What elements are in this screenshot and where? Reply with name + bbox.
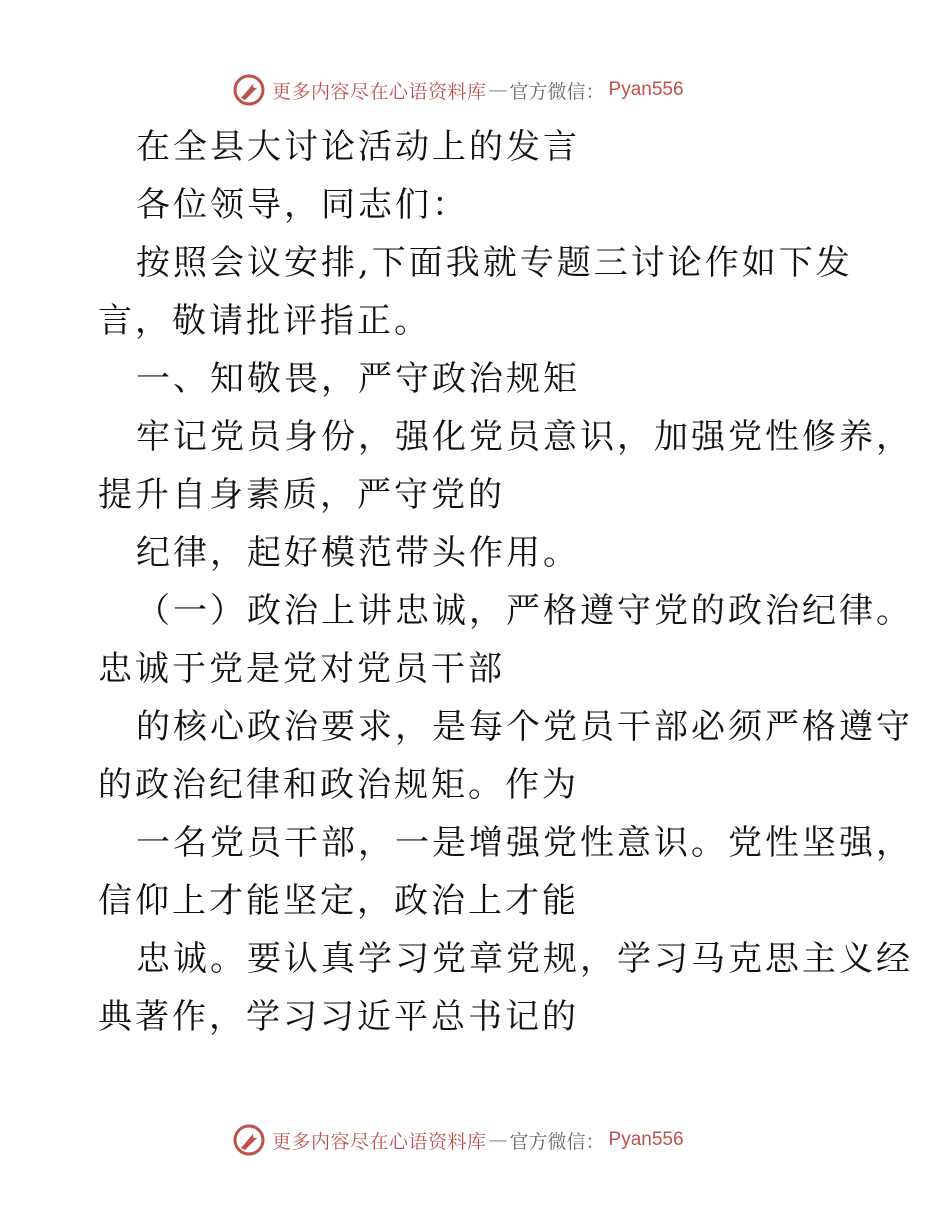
watermark-id: Pyan556 — [608, 1129, 684, 1150]
pen-nib-logo-icon — [232, 73, 266, 107]
document-body — [98, 118, 913, 1046]
watermark-label: 官方微信 — [509, 80, 586, 103]
salutation: 各位领导，同志们： — [136, 185, 469, 225]
footer-watermark — [232, 1120, 684, 1160]
watermark-main-text: 更多内容尽在心语资料库 — [272, 1130, 487, 1153]
paragraph-line: 按照会议安排,下面我就专题三讨论作如下发 — [136, 243, 853, 283]
paragraph-line: 一名党员干部，一是增强党性意识。党性坚强， — [136, 823, 913, 863]
watermark-id: Pyan556 — [608, 79, 684, 100]
watermark-colon: ： — [585, 1130, 605, 1153]
subsection-heading: （一）政治上讲忠诚，严格遵守党的政治纪律。 — [136, 591, 913, 631]
watermark-separator: — — [488, 79, 508, 101]
watermark-main-text: 更多内容尽在心语资料库 — [272, 80, 487, 103]
paragraph-line: 提升自身素质，严守党的 — [98, 475, 505, 515]
paragraph-line: 的政治纪律和政治规矩。作为 — [98, 765, 579, 805]
paragraph-line: 的核心政治要求，是每个党员干部必须严格遵守 — [136, 707, 913, 747]
watermark-separator: — — [488, 1129, 508, 1151]
watermark-label: 官方微信 — [509, 1130, 586, 1153]
section-heading: 一、知敬畏，严守政治规矩 — [136, 359, 580, 399]
paragraph-line: 典著作，学习习近平总书记的 — [98, 997, 579, 1037]
watermark-colon: ： — [585, 80, 605, 103]
pen-nib-logo-icon — [232, 1123, 266, 1157]
paragraph-line: 纪律，起好模范带头作用。 — [136, 533, 580, 573]
paragraph-line: 牢记党员身份，强化党员意识，加强党性修养， — [136, 417, 913, 457]
paragraph-line: 信仰上才能坚定，政治上才能 — [98, 881, 579, 921]
paragraph-line: 忠诚于党是党对党员干部 — [98, 649, 505, 689]
document-title: 在全县大讨论活动上的发言 — [136, 127, 580, 167]
paragraph-line: 忠诚。要认真学习党章党规，学习马克思主义经 — [136, 939, 913, 979]
header-watermark — [232, 70, 684, 110]
paragraph-line: 言，敬请批评指正。 — [98, 301, 431, 341]
